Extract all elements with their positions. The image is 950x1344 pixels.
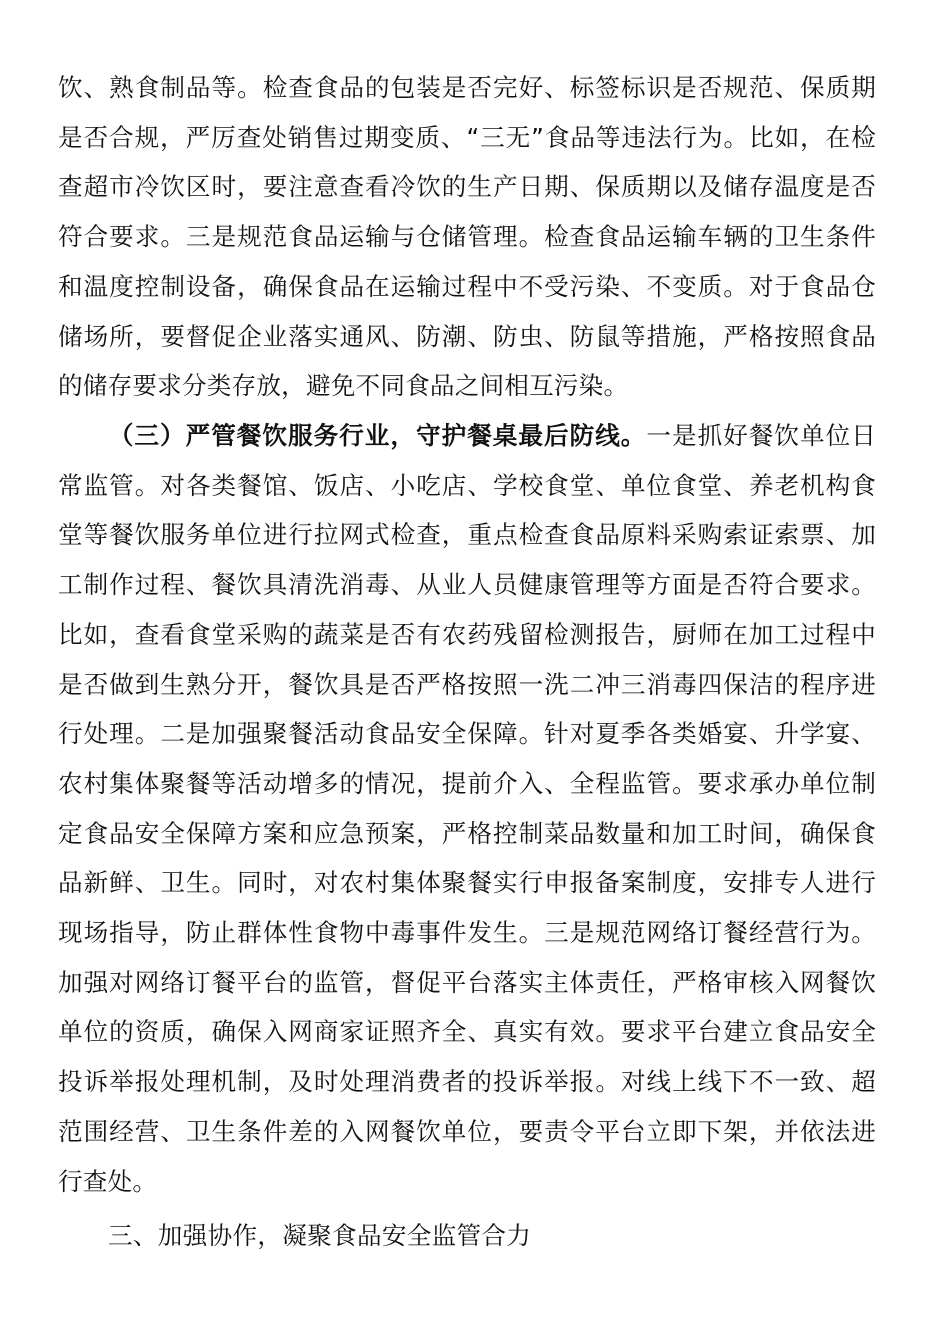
paragraph-body: 一是抓好餐饮单位日常监管。对各类餐馆、饭店、小吃店、学校食堂、单位食堂、养老机构食堂等餐饮服务单位进行拉网式检查，重点检查食品原料采购索证索票、加工制作过程、餐饮具清洗消毒、从业人员健康管理等方面是否符合要求。比如，查看食堂采购的蔬菜是否有农药残留检测报告，厨师在加工过程中是否做到生熟分开，餐饮具是否严格按照一洗二冲三消毒四保洁的程序进行处理。二是加强聚餐活动食品安全保障。针对夏季各类婚宴、升学宴、农村集体聚餐等活动增多的情况，提前介入、全程监管。要求承办单位制定食品安全保障方案和应急预案，严格控制菜品数量和加工时间，确保食品新鲜、卫生。同时，对农村集体聚餐实行申报备案制度，安排专人进行现场指导，防止群体性食物中毒事件发生。三是规范网络订餐经营行为。加强对网络订餐平台的监管，督促平台落实主体责任，严格审核入网餐饮单位的资质，确保入网商家证照齐全、真实有效。要求平台建立食品安全投诉举报处理机制，及时处理消费者的投诉举报。对线上线下不一致、超范围经营、卫生条件差的入网餐饮单位，要责令平台立即下架，并依法进行查处。 [58,421,876,1196]
paragraph-food-inspection: 饮、熟食制品等。检查食品的包装是否完好、标签标识是否规范、保质期是否合规，严厉查处销售过期变质、“三无”食品等违法行为。比如，在检查超市冷饮区时，要注意查看冷饮的生产日期、保质期以及储存温度是否符合要求。三是规范食品运输与仓储管理。检查食品运输车辆的卫生条件和温度控制设备，确保食品在运输过程中不受污染、不变质。对于食品仓储场所，要督促企业落实通风、防潮、防虫、防鼠等措施，严格按照食品的储存要求分类存放，避免不同食品之间相互污染。 [58,73,876,401]
paragraph-lead-heading: （三）严管餐饮服务行业，守护餐桌最后防线。 [108,421,647,450]
paragraph-catering-supervision [58,411,876,1206]
section-heading: 三、加强协作，凝聚食品安全监管合力 [108,1221,532,1250]
